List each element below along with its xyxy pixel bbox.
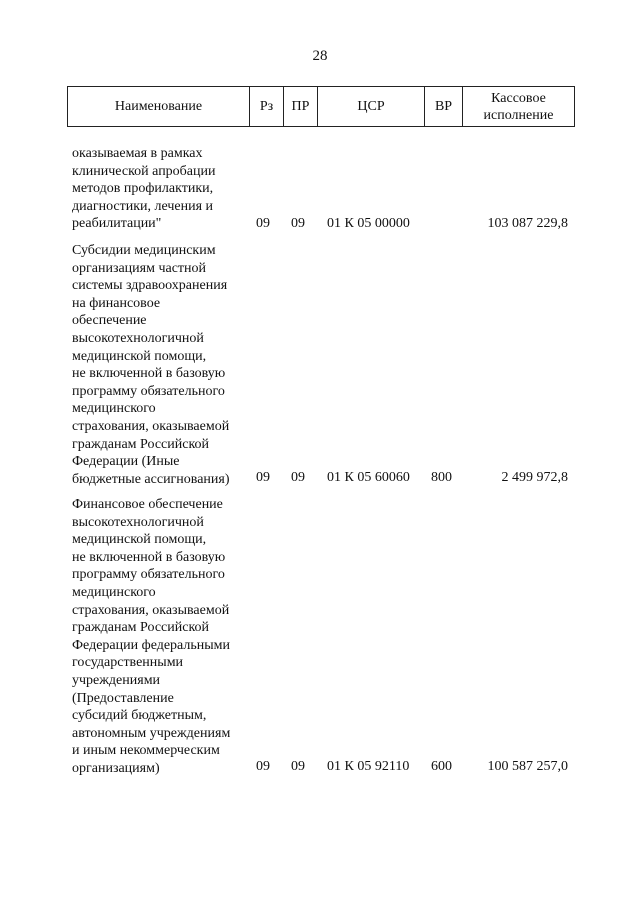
row-pr: 09 [291,759,305,774]
row-csr: 01 К 05 60060 [327,470,410,485]
header-pr: ПР [283,87,317,126]
row-vr: 800 [431,470,452,485]
row-csr: 01 К 05 00000 [327,216,410,231]
header-kassovoe: Кассовое исполнение [462,87,574,126]
header-vr: ВР [424,87,462,126]
row-csr: 01 К 05 92110 [327,759,410,774]
row-kassovoe: 2 499 972,8 [501,470,568,485]
row-pr: 09 [291,470,305,485]
row-pr: 09 [291,216,305,231]
row-vr: 600 [431,759,452,774]
row-kassovoe: 100 587 257,0 [487,759,568,774]
row-name: Субсидии медицинским организациям частной системы здравоохранения на финансовое обеспечение высокотехнологичной медицинской помощи, не включенной в базовую программу обязательного медицинского страхования, оказываемой гражданам Российской Федерации (Иные бюджетные ассигнования) [72,243,230,487]
row-rz: 09 [256,470,270,485]
row-name: оказываемая в рамках клинической апробации методов профилактики, диагностики, лечения и реабилитации" [72,146,216,232]
table-header [67,86,575,127]
row-kassovoe: 103 087 229,8 [487,216,568,231]
header-rz: Рз [249,87,283,126]
row-rz: 09 [256,759,270,774]
row-rz: 09 [256,216,270,231]
page-number: 28 [312,48,328,64]
header-csr: ЦСР [317,87,424,126]
row-name: Финансовое обеспечение высокотехнологичной медицинской помощи, не включенной в базовую программу обязательного медицинского страхования, оказываемой гражданам Российской Федерации федеральными государственными учреждениями (Предоставление субсидий бюджетным, автономным учреждениям и иным некоммерческим организациям) [72,497,231,776]
header-name: Наименование [114,99,203,114]
